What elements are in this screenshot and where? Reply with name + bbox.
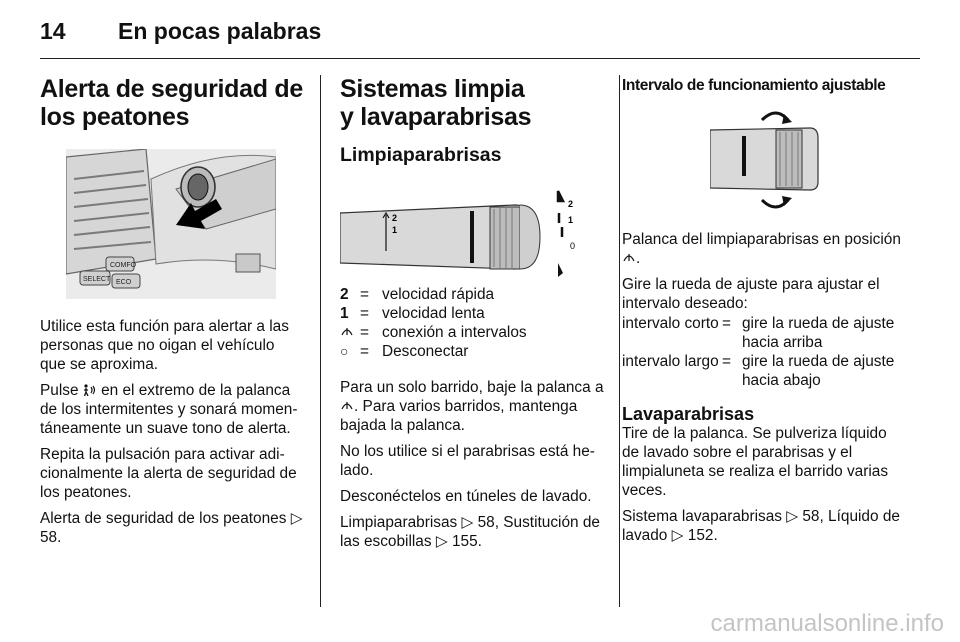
- fig-label-0: 0: [570, 241, 576, 251]
- pedestrian-alert-icon: [83, 382, 97, 394]
- column-divider-1: [320, 75, 321, 607]
- interval-wiper-icon: [340, 323, 354, 342]
- table-row: intervalo largo = gire la rueda de ajuste hacia abajo: [622, 353, 895, 389]
- fig-label-2: 2: [392, 213, 398, 223]
- column-divider-2: [619, 75, 620, 607]
- comfort-button-label: COMFO: [110, 262, 137, 269]
- paragraph: Repita la pulsación para activar adicionalmente la alerta de seguridad de los peatones.: [40, 446, 297, 501]
- fig-label-1b: 1: [568, 215, 574, 225]
- cross-reference: Alerta de seguridad de los peatones ▷ 58.: [40, 510, 303, 546]
- table-row: = conexión a intervalos: [340, 323, 527, 342]
- section-title-line1: Sistemas limpia: [340, 75, 525, 103]
- column-pedestrian-alert: [40, 75, 303, 547]
- paragraph: Desconéctelos en túneles de lavado.: [340, 488, 592, 505]
- interval-wiper-icon: [340, 397, 354, 416]
- page-number: 14: [40, 18, 66, 44]
- subsection-title: Limpiaparabrisas: [340, 144, 502, 166]
- wiper-lever-figure: [340, 187, 602, 281]
- page-ref-icon: ▷: [461, 514, 474, 531]
- paragraph: Palanca del limpiaparabrisas en posición .: [622, 231, 901, 267]
- fig-label-1: 1: [392, 225, 398, 235]
- paragraph: Tire de la palanca. Se pulveriza líquido de lavado sobre el parabrisas y el limpialuneta se realiza el barrido varias veces.: [622, 425, 889, 499]
- table-row: intervalo corto = gire la rueda de ajuste hacia arriba: [622, 315, 895, 351]
- paragraph: Para un solo barrido, baje la palanca a . Para varios barridos, mantenga bajada la palanca.: [340, 379, 604, 434]
- page-ref-icon: ▷: [786, 508, 799, 525]
- watermark: carmanualsonline.info: [710, 610, 944, 637]
- dashboard-figure: [66, 149, 276, 299]
- section-title: Alerta de seguridad de los peatones: [40, 75, 303, 131]
- interval-wheel-figure: [710, 110, 830, 210]
- cross-reference: Sistema lavaparabrisas ▷ 58, Líquido de lavado ▷ 152.: [622, 508, 900, 544]
- speed-definition-table: [340, 285, 527, 361]
- interval-wiper-icon: [622, 249, 636, 268]
- page-ref-icon: ▷: [435, 533, 448, 550]
- header-rule: [40, 58, 920, 59]
- cross-reference: Limpiaparabrisas ▷ 58, Sustitución de las escobillas ▷ 155.: [340, 514, 600, 550]
- table-row: ○ = Desconectar: [340, 343, 469, 360]
- wiper-lever-illustration: [340, 187, 602, 281]
- paragraph: Pulse en el extremo de la palanca de los intermitentes y sonará momentáneamente un suave tono de alerta.: [40, 382, 298, 437]
- section-title: Intervalo de funcionamiento ajustable: [622, 77, 886, 94]
- table-row: 1 = velocidad lenta: [340, 305, 485, 322]
- column-wipers: [340, 75, 605, 551]
- select-button-label: SELECT: [83, 276, 111, 283]
- page-ref-icon: ▷: [671, 527, 684, 544]
- fig-label-2b: 2: [568, 199, 574, 209]
- interval-wheel-illustration: [710, 110, 830, 210]
- paragraph: Gire la rueda de ajuste para ajustar el intervalo deseado:: [622, 276, 880, 312]
- pedestrian-alert-illustration: [66, 149, 276, 299]
- section-title-line2: y lavaparabrisas: [340, 103, 532, 131]
- interval-definition-table: [622, 314, 904, 390]
- table-row: 2 = velocidad rápida: [340, 286, 495, 303]
- off-icon: ○: [340, 343, 349, 359]
- paragraph: Utilice esta función para alertar a las personas que no oigan el vehículo que se aproxima.: [40, 318, 289, 373]
- paragraph: No los utilice si el parabrisas está helado.: [340, 443, 595, 479]
- page-ref-icon: ▷: [290, 510, 303, 527]
- page-header: [40, 18, 321, 48]
- eco-button-label: ECO: [116, 279, 132, 286]
- column-adjustable-interval: [622, 75, 904, 545]
- chapter-title: En pocas palabras: [118, 18, 322, 44]
- subsection-title: Lavaparabrisas: [622, 404, 755, 424]
